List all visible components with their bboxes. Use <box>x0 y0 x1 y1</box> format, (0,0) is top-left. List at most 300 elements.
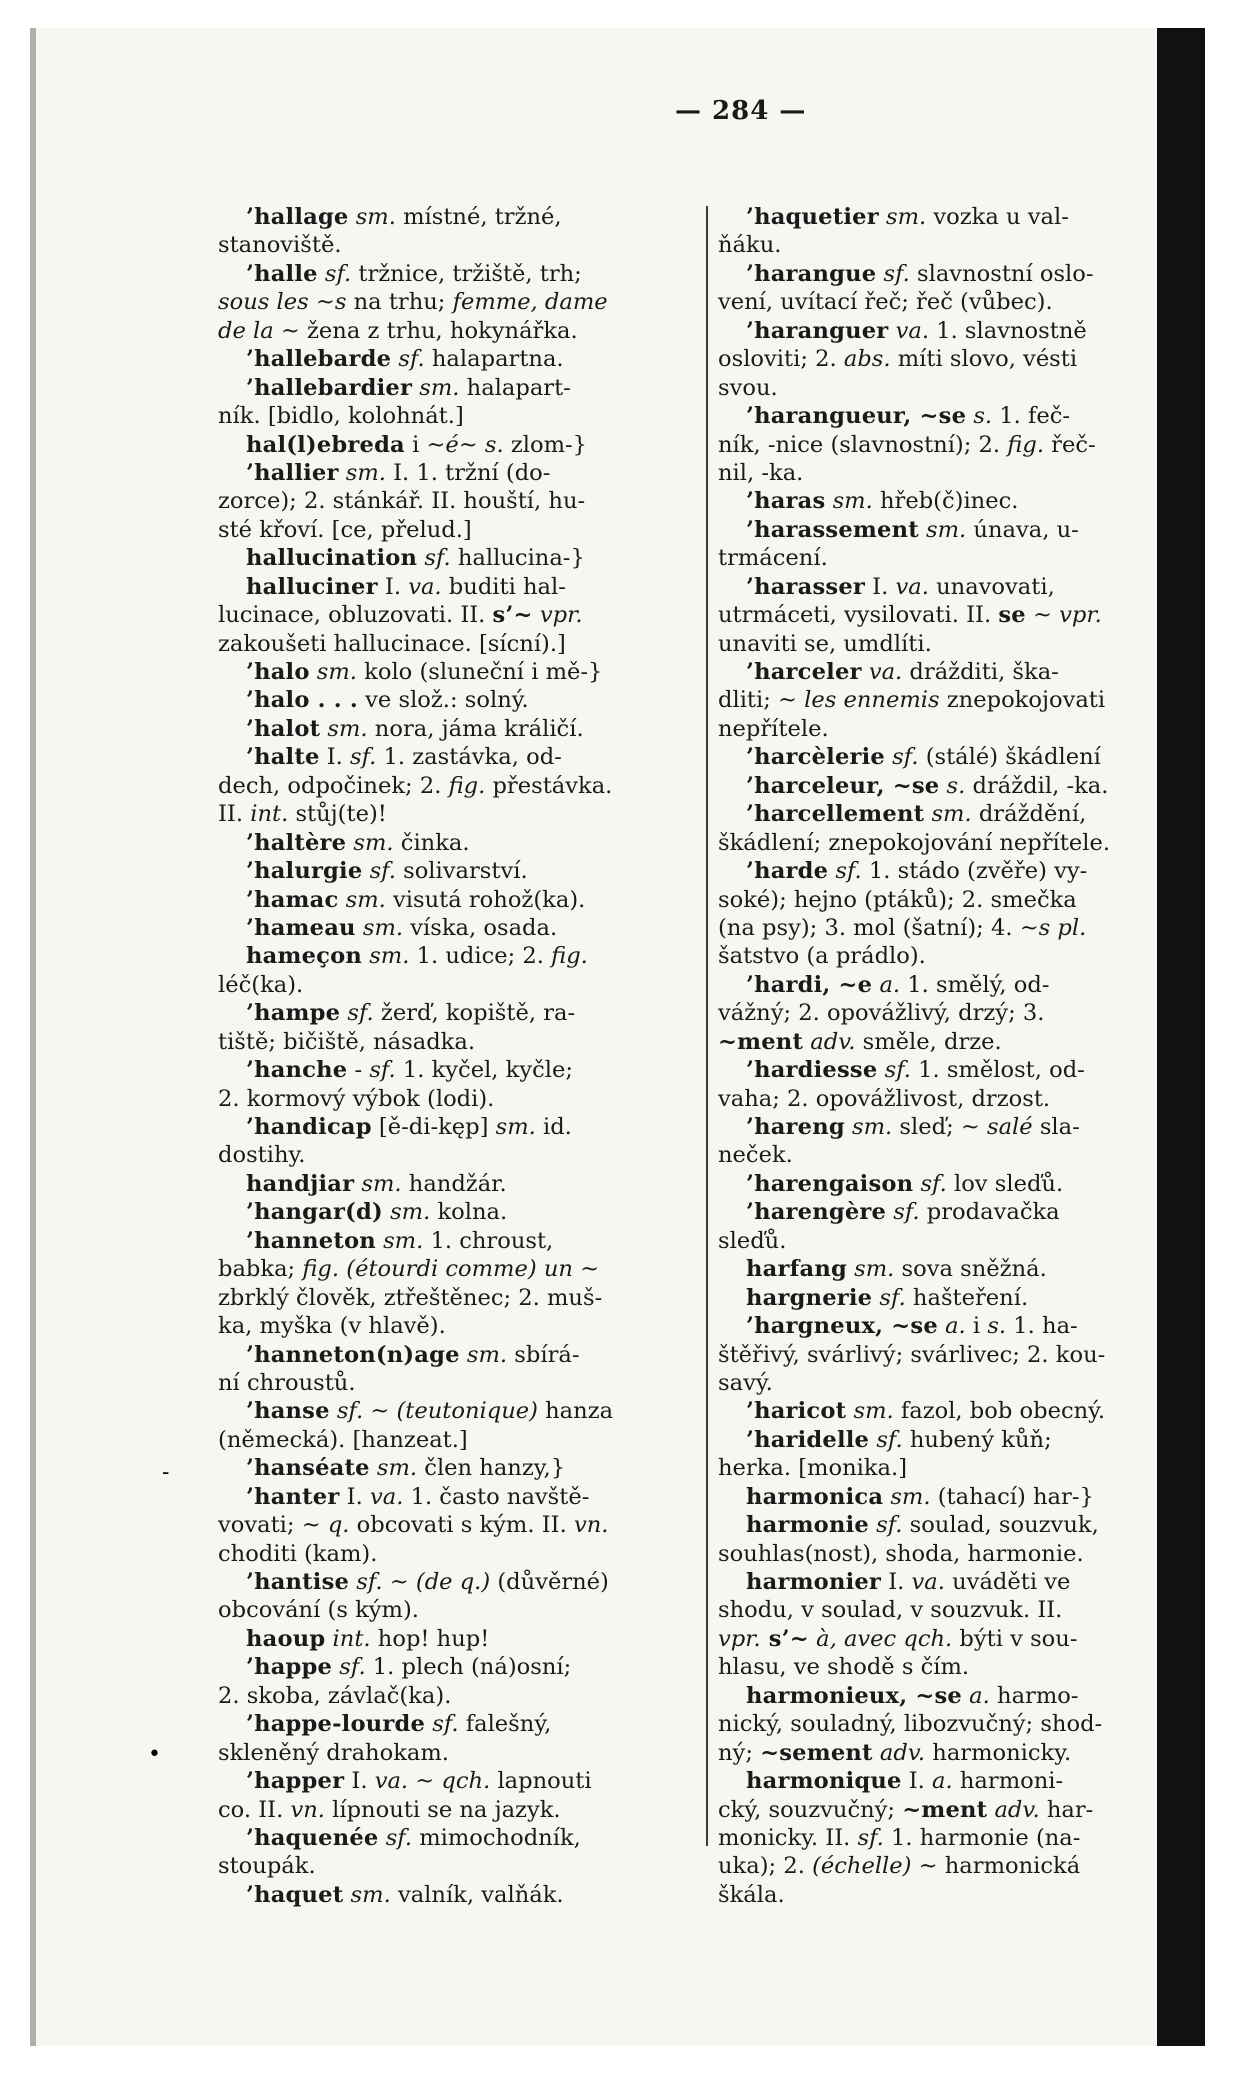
headword: ’hardi, ~e <box>746 971 873 998</box>
definition-text: utrmáceti, vysilovati. II. <box>718 602 999 629</box>
definition-text: štěřivý, svárlivý; svárlivec; 2. kou- <box>718 1341 1106 1368</box>
headword: ’hanter <box>246 1483 340 1510</box>
headword: ~ment <box>902 1796 988 1823</box>
definition-text: choditi (kam). <box>218 1540 378 1567</box>
dictionary-line <box>718 1085 1192 1113</box>
definition-text: obcování (s kým). <box>218 1597 419 1624</box>
dictionary-line <box>718 1284 1192 1312</box>
grammar-abbr: va. <box>911 1569 945 1595</box>
dictionary-line <box>218 1198 698 1226</box>
definition-text: shodu, v soulad, v souzvuk. II. <box>718 1597 1063 1624</box>
grammar-abbr: sf. ~ (de q.) <box>349 1569 491 1595</box>
dictionary-line <box>218 743 698 771</box>
grammar-abbr: sf. <box>872 1284 906 1311</box>
headword: ’hallebardier <box>246 374 413 401</box>
grammar-abbr: sm. <box>369 1455 418 1482</box>
headword: ’harangueur, ~se <box>746 403 967 430</box>
dictionary-line <box>218 971 698 999</box>
dictionary-line <box>718 772 1192 800</box>
dictionary-line <box>718 800 1192 828</box>
definition-text: fazol, bob obecný. <box>893 1398 1106 1425</box>
dictionary-line <box>218 1028 698 1056</box>
definition-text: 1. stádo (zvěře) vy- <box>861 858 1088 885</box>
headword: ’haridelle <box>746 1426 870 1453</box>
definition-text: obcovati s kým. II. <box>349 1512 574 1539</box>
grammar-abbr: a. <box>932 1768 953 1795</box>
dictionary-line <box>718 544 1192 572</box>
definition-text: tržnice, tržiště, trh; <box>351 260 582 287</box>
definition-text: zbrklý člověk, ztřeštěnec; 2. muš- <box>218 1284 603 1311</box>
dictionary-line <box>218 1796 698 1824</box>
dictionary-line <box>718 516 1192 544</box>
definition-text: I. <box>339 1483 370 1510</box>
dictionary-line <box>718 914 1192 942</box>
dictionary-line <box>218 487 698 515</box>
dictionary-line <box>218 1596 698 1624</box>
headword: hameçon <box>246 943 363 970</box>
headword: ’harceleur, ~se <box>746 772 940 799</box>
definition-text: I. <box>319 744 351 771</box>
grammar-abbr: ~é~ s. <box>426 431 504 458</box>
definition-text: (důvěrné) <box>490 1569 609 1595</box>
grammar-abbr: sm. <box>346 829 394 856</box>
dictionary-line <box>218 1397 698 1425</box>
definition-text: uváděti ve <box>944 1569 1071 1595</box>
page-number: — 284 — <box>675 96 807 126</box>
definition-text: - <box>347 1057 370 1084</box>
definition-text: ve slož.: solný. <box>357 687 529 714</box>
definition-text: vážný; 2. opovážlivý, drzý; 3. <box>718 1000 1045 1027</box>
definition-text: trmácení. <box>718 545 828 572</box>
grammar-abbr: a. <box>962 1682 990 1709</box>
headword: ’halle <box>246 260 318 287</box>
dictionary-line <box>718 459 1192 487</box>
headword: hal(l)ebreda <box>246 431 405 458</box>
definition-text: žena z trhu, hokynářka. <box>299 317 578 344</box>
headword: ’harassement <box>746 516 919 543</box>
dictionary-line <box>218 715 698 743</box>
definition-text: zorce); 2. stánkář. II. houští, hu- <box>218 488 586 515</box>
headword: ’halo . . . <box>246 687 358 714</box>
grammar-abbr: int. <box>250 801 289 828</box>
definition-text: 1. feč- <box>992 403 1071 430</box>
definition-text: býti v sou- <box>952 1625 1078 1652</box>
dictionary-line <box>218 1852 698 1880</box>
column-divider <box>706 206 708 1846</box>
definition-text: 1. udice; 2. <box>409 943 552 970</box>
dictionary-line <box>218 1085 698 1113</box>
headword: s’~ <box>760 1625 809 1652</box>
grammar-abbr: va. <box>369 1483 404 1510</box>
dictionary-line <box>218 630 698 658</box>
dictionary-line <box>718 1568 1192 1596</box>
headword: ’hampe <box>246 1000 341 1027</box>
definition-text: co. II. <box>218 1796 291 1823</box>
definition-text: lípnouti se na jazyk. <box>324 1796 561 1823</box>
grammar-abbr: sf. <box>877 1057 911 1084</box>
dictionary-line <box>218 601 698 629</box>
grammar-abbr: sf. <box>886 1199 920 1226</box>
definition-text: i <box>965 1313 988 1340</box>
dictionary-line <box>218 1625 698 1653</box>
grammar-abbr: int. <box>325 1625 371 1652</box>
dictionary-line <box>218 231 698 259</box>
grammar-abbr: va. <box>888 317 930 344</box>
grammar-abbr: s. <box>939 772 966 799</box>
headword: s’~ <box>492 602 533 629</box>
grammar-abbr: sf. ~ (teutonique) <box>329 1398 538 1425</box>
grammar-abbr: sf. <box>391 346 425 373</box>
grammar-abbr: ~ q. <box>301 1512 350 1539</box>
headword: ’haranguer <box>746 317 889 344</box>
dictionary-line <box>718 601 1192 629</box>
headword: se <box>998 602 1026 629</box>
grammar-abbr: fig. (étourdi comme) un ~ <box>302 1256 600 1283</box>
dictionary-line <box>218 1426 698 1454</box>
definition-text: drážditi, ška- <box>902 659 1059 685</box>
grammar-abbr: sf. <box>868 1512 903 1539</box>
dictionary-line <box>718 829 1192 857</box>
dictionary-line <box>218 317 698 345</box>
headword: ’hallebarde <box>246 346 392 373</box>
dictionary-page <box>30 28 1205 2046</box>
definition-text: falešný, <box>458 1711 552 1738</box>
dictionary-line <box>718 971 1192 999</box>
definition-text: sleď; <box>892 1114 961 1140</box>
headword: harmonique <box>746 1768 902 1795</box>
dictionary-line <box>718 1511 1192 1539</box>
grammar-abbr: vpr. <box>532 602 583 629</box>
definition-text: harmoni- <box>952 1768 1064 1795</box>
definition-text: I. <box>377 573 409 600</box>
headword: ’handicap <box>246 1114 372 1140</box>
dictionary-line <box>218 459 698 487</box>
definition-text: ní chroustů. <box>218 1369 356 1396</box>
definition-text: ňáku. <box>718 232 782 259</box>
dictionary-line <box>218 999 698 1027</box>
grammar-abbr: fig. <box>448 772 486 799</box>
dictionary-line <box>218 914 698 942</box>
headword: ’hanneton(n)age <box>246 1341 460 1368</box>
definition-text: mimochodník, <box>412 1824 581 1851</box>
dictionary-line <box>718 1739 1192 1767</box>
dictionary-line <box>218 402 698 430</box>
dictionary-line <box>718 1170 1192 1198</box>
headword: harmonica <box>746 1483 884 1510</box>
dictionary-line <box>218 516 698 544</box>
dictionary-line <box>218 573 698 601</box>
definition-text: ka, myška (v hlavě). <box>218 1313 446 1340</box>
headword: ’haltère <box>246 829 347 856</box>
definition-text: i <box>404 431 427 458</box>
dictionary-line <box>718 1255 1192 1283</box>
definition-text: žerď, kopiště, ra- <box>373 1000 576 1027</box>
headword: hargnerie <box>746 1284 873 1311</box>
headword: ’hallage <box>246 204 349 230</box>
dictionary-line <box>718 942 1192 970</box>
definition-text: 2. kormový výbok (lodi). <box>218 1085 495 1112</box>
headword: ’harcèlerie <box>746 744 885 771</box>
grammar-abbr: sm. <box>320 715 368 742</box>
grammar-abbr: fig. <box>551 943 588 970</box>
definition-text: vení, uvítací řeč; řeč (vůbec). <box>718 289 1053 316</box>
definition-text: řeč- <box>1044 431 1096 458</box>
dictionary-line <box>218 1312 698 1340</box>
definition-text: škádlení; znepokojování nepřítele. <box>718 829 1111 856</box>
dictionary-line <box>218 1682 698 1710</box>
dictionary-line <box>718 1796 1192 1824</box>
grammar-abbr: sf. <box>869 1426 903 1453</box>
headword: ’hardiesse <box>746 1057 878 1084</box>
dictionary-line <box>718 1483 1192 1511</box>
headword: ’haricot <box>746 1398 847 1425</box>
grammar-abbr: sf. <box>317 260 352 287</box>
definition-text: na trhu; <box>346 289 453 316</box>
definition-text: harmo- <box>989 1682 1079 1709</box>
definition-text: stůj(te)! <box>288 801 387 828</box>
dictionary-line <box>218 1767 698 1795</box>
definition-text: sbírá- <box>507 1341 580 1368</box>
definition-text: neček. <box>718 1142 793 1169</box>
definition-text: hallucina-} <box>450 545 585 572</box>
grammar-abbr: sous les ~s <box>218 289 347 316</box>
dictionary-line <box>718 630 1192 658</box>
definition-text: uka); 2. <box>718 1853 813 1880</box>
headword: harmonie <box>746 1512 869 1539</box>
grammar-abbr: va. <box>895 573 929 600</box>
dictionary-line <box>718 203 1192 231</box>
left-column <box>218 203 698 1909</box>
definition-text: soké); hejno (ptáků); 2. smečka <box>718 886 1077 913</box>
definition-text: I. <box>344 1768 375 1795</box>
grammar-abbr: sm. <box>343 1881 391 1908</box>
definition-text: hop! hup! <box>370 1625 490 1652</box>
definition-text: handžár. <box>401 1170 507 1197</box>
grammar-abbr: ~ les ennemis <box>778 687 940 714</box>
dictionary-line <box>718 1369 1192 1397</box>
headword: ’hangar(d) <box>246 1199 383 1226</box>
definition-text: (stálé) škádlení <box>918 744 1101 771</box>
grammar-abbr: sm. <box>459 1341 508 1368</box>
headword: ’hantise <box>246 1569 350 1595</box>
definition-text: har- <box>1039 1796 1094 1823</box>
definition-text: I. 1. tržní (do- <box>385 459 551 486</box>
grammar-abbr: sf. <box>876 260 910 287</box>
definition-text: vovati; <box>218 1512 302 1539</box>
headword: ’hameau <box>246 914 356 941</box>
dictionary-line <box>718 1710 1192 1738</box>
definition-text: šatstvo (a prádlo). <box>718 943 926 970</box>
dictionary-line <box>218 886 698 914</box>
grammar-abbr: sm. <box>375 1227 424 1254</box>
dictionary-line <box>218 1568 698 1596</box>
dictionary-line <box>718 886 1192 914</box>
definition-text: 1. ha- <box>1006 1313 1078 1340</box>
grammar-abbr: femme, dame <box>452 289 608 316</box>
definition-text: harmonická <box>937 1853 1081 1880</box>
dictionary-line <box>718 1056 1192 1084</box>
definition-text: sté křoví. [ce, přelud.] <box>218 516 472 543</box>
grammar-abbr: sf. <box>885 744 919 771</box>
dictionary-line <box>218 1255 698 1283</box>
definition-text: sleďů. <box>718 1227 787 1254</box>
dictionary-line <box>218 1341 698 1369</box>
headword: ’halot <box>246 715 321 742</box>
definition-text: dostihy. <box>218 1142 306 1169</box>
headword: hallucination <box>246 545 418 572</box>
grammar-abbr: sm. <box>825 488 873 515</box>
dictionary-line <box>218 1483 698 1511</box>
definition-text: I. <box>881 1569 912 1595</box>
dictionary-line <box>218 800 698 828</box>
dictionary-line <box>218 686 698 714</box>
definition-text: souhlas(nost), shoda, harmonie. <box>718 1540 1084 1567</box>
grammar-abbr: sm. <box>918 516 967 543</box>
grammar-abbr: sf. <box>332 1654 366 1681</box>
definition-text: víska, osada. <box>403 914 558 941</box>
grammar-abbr: sm. <box>338 886 386 913</box>
definition-text: člen hanzy,} <box>417 1455 566 1482</box>
grammar-abbr: sm. <box>382 1199 431 1226</box>
headword: harmonier <box>746 1569 882 1595</box>
definition-text: unavovati, <box>928 573 1055 600</box>
dictionary-line <box>218 829 698 857</box>
right-column <box>718 203 1192 1909</box>
definition-text: 1. harmonie (na- <box>883 1824 1081 1851</box>
grammar-abbr: sf. <box>425 1711 459 1738</box>
dictionary-line <box>218 1113 698 1141</box>
definition-text: sova sněžná. <box>894 1256 1047 1283</box>
grammar-abbr: adv. <box>987 1796 1040 1823</box>
headword: ’haquet <box>246 1881 344 1908</box>
dictionary-line <box>218 374 698 402</box>
dictionary-line <box>718 1767 1192 1795</box>
grammar-abbr: va. ~ qch. <box>374 1768 491 1795</box>
definition-text: hanza <box>537 1398 614 1425</box>
definition-text: zlom-} <box>503 431 588 458</box>
dictionary-line <box>718 1653 1192 1681</box>
grammar-abbr: sm. <box>846 1256 895 1283</box>
grammar-abbr: à, avec qch. <box>808 1625 953 1652</box>
definition-text: přestávka. <box>485 772 613 799</box>
definition-text: dráždění, <box>971 801 1087 828</box>
grammar-abbr: sf. <box>828 858 862 885</box>
dictionary-line <box>718 317 1192 345</box>
definition-text: lov sleďů. <box>946 1170 1064 1197</box>
dictionary-line <box>218 1056 698 1084</box>
grammar-abbr: (échelle) ~ <box>812 1853 938 1880</box>
headword: ’hamac <box>246 886 339 913</box>
dictionary-line <box>718 1198 1192 1226</box>
definition-text: 1. slavnostně <box>929 317 1087 344</box>
definition-text: (tahací) har-} <box>930 1483 1094 1510</box>
grammar-abbr: sm. <box>338 459 386 486</box>
headword: haoup <box>246 1625 326 1652</box>
dictionary-line <box>218 772 698 800</box>
grammar-abbr: sf. <box>340 1000 374 1027</box>
definition-text: cký, souzvučný; <box>718 1796 903 1823</box>
headword: ’harceler <box>746 659 862 685</box>
headword: ’hallier <box>246 459 339 486</box>
headword: ’haquenée <box>246 1824 379 1851</box>
headword: harmonieux, ~se <box>746 1682 962 1709</box>
grammar-abbr: sm. <box>412 374 460 401</box>
grammar-abbr: sm. <box>355 914 404 941</box>
grammar-abbr: s. <box>987 1313 1007 1340</box>
definition-text: 1. zastávka, od- <box>376 744 562 771</box>
grammar-abbr: sm. <box>348 204 396 230</box>
headword: ’happer <box>246 1768 345 1795</box>
grammar-abbr: va. <box>408 573 442 600</box>
headword: ’haquetier <box>746 204 879 230</box>
definition-text: I. <box>901 1768 933 1795</box>
headword: ’harengaison <box>746 1170 914 1197</box>
definition-text: směle, drze. <box>855 1028 1002 1055</box>
definition-text: nický, souladný, libozvučný; shod- <box>718 1711 1103 1738</box>
definition-text: babka; <box>218 1256 303 1283</box>
grammar-abbr: sf. <box>369 1057 396 1084</box>
definition-text: 2. skoba, závlač(ka). <box>218 1682 452 1709</box>
headword: handjiar <box>246 1170 355 1197</box>
dictionary-line <box>718 1227 1192 1255</box>
dictionary-line <box>218 1284 698 1312</box>
definition-text: hašteření. <box>905 1284 1029 1311</box>
margin-dot: • <box>148 1742 161 1767</box>
grammar-abbr: sf. <box>362 858 396 885</box>
dictionary-line <box>218 203 698 231</box>
definition-text: skleněný drahokam. <box>218 1739 449 1766</box>
dictionary-line <box>218 288 698 316</box>
definition-text: ník. [bidlo, kolohnát.] <box>218 403 464 430</box>
definition-text: prodavačka <box>919 1199 1060 1226</box>
grammar-abbr: sf. <box>350 744 377 771</box>
definition-text: sla- <box>1032 1114 1080 1140</box>
grammar-abbr: sm. <box>495 1114 536 1140</box>
dictionary-line <box>218 857 698 885</box>
dictionary-line <box>718 1397 1192 1425</box>
dictionary-line <box>218 431 698 459</box>
definition-text: vozka u val- <box>926 204 1069 230</box>
definition-text: hubený kůň; <box>902 1426 1052 1453</box>
headword: harfang <box>746 1256 847 1283</box>
dictionary-line <box>718 345 1192 373</box>
dictionary-line <box>718 1682 1192 1710</box>
dictionary-line <box>718 743 1192 771</box>
dictionary-line <box>718 288 1192 316</box>
headword: ’halo <box>246 659 310 685</box>
dictionary-line <box>718 1028 1192 1056</box>
dictionary-line <box>718 1540 1192 1568</box>
dictionary-line <box>218 260 698 288</box>
dictionary-line <box>218 1141 698 1169</box>
grammar-abbr: sm. <box>354 1170 402 1197</box>
dictionary-line <box>218 1824 698 1852</box>
definition-text: osloviti; 2. <box>718 346 844 373</box>
definition-text: 1. smělý, od- <box>900 971 1050 998</box>
definition-text: slavnostní oslo- <box>909 260 1094 287</box>
dictionary-line <box>718 573 1192 601</box>
headword: ’hargneux, ~se <box>746 1313 938 1340</box>
dictionary-line <box>718 231 1192 259</box>
dictionary-line <box>218 1653 698 1681</box>
dictionary-line <box>718 1312 1192 1340</box>
definition-text: 1. plech (ná)osní; <box>365 1654 572 1681</box>
definition-text: hlasu, ve shodě s čím. <box>718 1654 970 1681</box>
definition-text: valník, valňák. <box>390 1881 564 1908</box>
dictionary-line <box>718 374 1192 402</box>
grammar-abbr: de la ~ <box>218 317 300 344</box>
headword: ’halurgie <box>246 858 363 885</box>
